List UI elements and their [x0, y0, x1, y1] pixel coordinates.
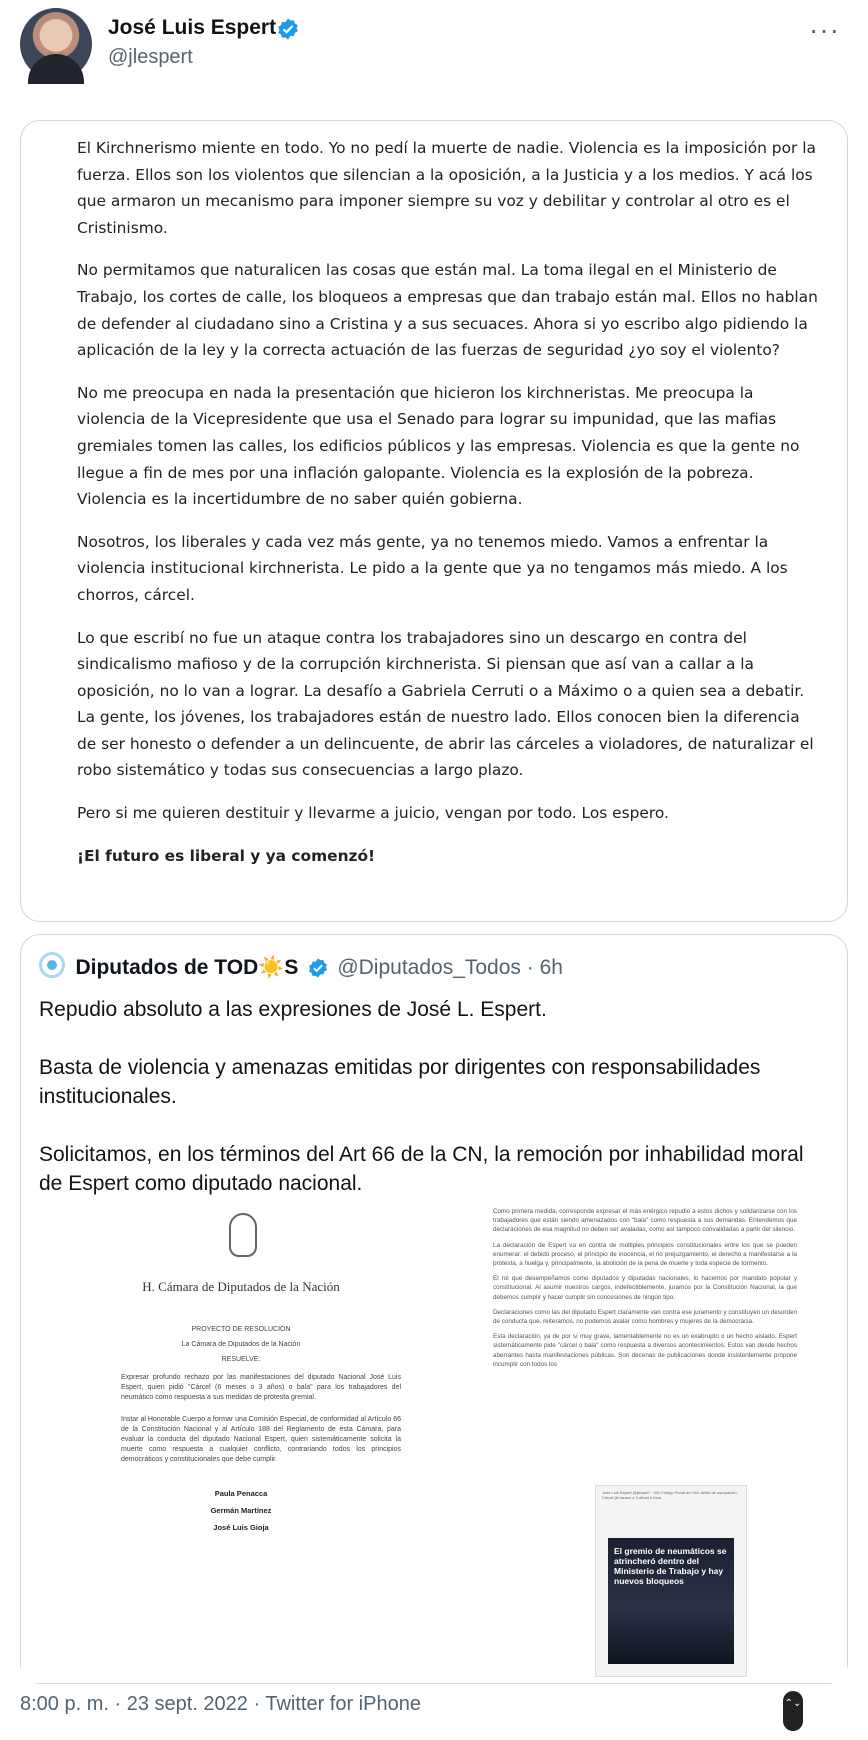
quoted-handle-time[interactable]: @Diputados_Todos · 6h [337, 956, 563, 979]
quoted-paragraph: Basta de violencia y amenazas emitidas por dirigentes con responsabilidades institucionales. [39, 1056, 761, 1108]
doc-heading: RESUELVE: [221, 1356, 261, 1363]
doc-body: Expresar profundo rechazo por las manifestaciones del diputado Nacional José Luis Espert, quien pidió "Cárcel (6 meses o 3 años) o bala" para los trabajadores del neumático como respuesta a sus medidas de protesta gremial. [121, 1374, 401, 1401]
doc-heading: PROYECTO DE RESOLUCIÓN [191, 1326, 291, 1333]
letter-text [77, 135, 823, 885]
doc2-paragraph: El rol que desempeñamos como diputados y diputadas nacionales, lo hacemos por mandato popular y constitucional. Al asumir nuestros cargos, indefectiblemente, juramos por la Constitución Nacional, la que debemos cumplir y hacer cumplir sin concesiones de ningún tipo. [493, 1275, 797, 1301]
author-handle[interactable]: @jlespert [108, 46, 193, 68]
quoted-text [39, 995, 829, 1227]
doc2-paragraph: Declaraciones como las del diputado Espert claramente van contra ese juramento y constituyen un desorden de conducta que, reiteramos, no podemos avalar como hombres y mujeres de la democracia. [493, 1308, 797, 1326]
doc2-paragraph: Como primera medida, corresponde expresar el más enérgico repudio a estos dichos y solidarizarse con los trabajadores que están siendo amenazados con "bala" como respuesta a sus demandas. Entendemos que declaraciones de esa magnitud no deben ser avaladas, como así tampoco convalidadas a partir del silencio. [493, 1208, 797, 1234]
verified-badge-icon [307, 957, 329, 979]
embedded-tweet-text: José Luis Espert @jlespert · 16h Código Penal art 194: delito de usurpación. Cárcel (6 meses a 3 años) o bala. [602, 1490, 738, 1500]
letter-paragraph: No me preocupa en nada la presentación que hicieron los kirchneristas. Me preocupa la violencia de la Vicepresidente que usa el Senado para lograr su impunidad, que las mafias gremiales tomen las calles, los edificios públicos y las empresas. Violencia es que la gente no llegue a fin de mes por una inflación galopante. Violencia es la explosión de la pobreza. Violencia es la incertidumbre de no saber quién gobierna. [77, 383, 800, 509]
letter-paragraph: Nosotros, los liberales y cada vez más gente, ya no tenemos miedo. Vamos a enfrentar la violencia institucional kirchnerista. Le pido a la gente que ya no tengamos más miedo. A los chorros, cárcel. [77, 532, 788, 604]
tweet-meta[interactable]: 8:00 p. m. · 23 sept. 2022 · Twitter for iPhone [20, 1693, 421, 1715]
fundamentals-page [493, 1207, 797, 1375]
quoted-paragraph: Repudio absoluto a las expresiones de José L. Espert. [39, 998, 547, 1021]
quoted-author-name[interactable]: Diputados de TOD☀️S [75, 956, 299, 979]
resolution-page [91, 1203, 401, 1583]
letter-paragraph: No permitamos que naturalicen las cosas que están mal. La toma ilegal en el Ministerio de Trabajo, los cortes de calle, los bloqueos a empresas que dan trabajo están mal. Ellos no hablan de defender al ciudadano sino a Cristina y a sus secuaces. Ahora si yo escribo algo pidiendo la aplicación de la ley y la correcta actuación de las fuerzas de seguridad ¿yo soy el violento? [77, 261, 818, 360]
signer: Germán Martínez [210, 1506, 272, 1515]
author-name[interactable]: José Luis Espert [108, 16, 277, 39]
quoted-avatar[interactable] [39, 952, 65, 978]
coat-of-arms-icon [229, 1213, 257, 1257]
scroll-control-icon[interactable]: ⌃⌄ [783, 1691, 803, 1731]
doc-heading: La Cámara de Diputados de la Nación [181, 1341, 301, 1348]
doc2-paragraph: La declaración de Espert va en contra de múltiples principios constitucionales entre los que se pueden enumerar: el debido proceso, el principio de inocencia, el no prejuzgamiento, el derecho a manifestarse a la protesta, a huelga y, principalmente, la abolición de la pena de muerte y toda especie de tormento. [493, 1241, 797, 1268]
chamber-title: H. Cámara de Diputados de la Nación [142, 1279, 340, 1294]
embedded-tweet-screenshot [595, 1485, 747, 1677]
doc2-paragraph: Esta declaración, ya de por sí muy grave, lamentablemente no es un exabrupto o un hecho aislado. Espert sistemáticamente pide "cárcel o bala" como respuesta a diversos acontecimientos. Estos van desde hechos aberrantes hasta manifestaciones públicas. Son decenas de publicaciones donde insistentemente propone incumplir con todos los [493, 1333, 797, 1368]
embedded-news-image [608, 1538, 734, 1664]
tweet-image-letter[interactable] [20, 120, 848, 922]
quoted-tweet-header [39, 955, 563, 985]
avatar[interactable] [20, 8, 92, 80]
doc-body: Instar al Honorable Cuerpo a formar una Comisión Especial, de conformidad al Artículo 66 de la Constitución Nacional y al Artículo 188 del Reglamento de esta Cámara, para evaluar la conducta del diputado Nacional Espert, quien sistemáticamente solicita la muerte como respuesta a cualquier conflicto, contrariando todos los principios democráticos y constitucionales que debe cumplir. [121, 1416, 401, 1463]
tweet-header [20, 8, 848, 80]
signer: Paula Penacca [214, 1489, 268, 1498]
letter-paragraph: El Kirchnerismo miente en todo. Yo no pedí la muerte de nadie. Violencia es la imposición por la fuerza. Ellos son los violentos que silencian a la oposición, a la Justicia y a los medios. Y acá los que armaron un mecanismo para imponer siempre su voz y debilitar y controlar al otro es el Cristinismo. [77, 139, 816, 237]
letter-closing: ¡El futuro es liberal y ya comenzó! [77, 846, 376, 865]
signers-list [91, 1485, 391, 1536]
embedded-news-headline: El gremio de neumáticos se atrincheró dentro del Ministerio de Trabajo y hay nuevos bloqueos [614, 1546, 727, 1586]
signer: José Luis Gioja [213, 1523, 269, 1532]
quoted-paragraph: Solicitamos, en los términos del Art 66 de la CN, la remoción por inhabilidad moral de Espert como diputado nacional. [39, 1143, 804, 1195]
more-options-icon[interactable]: ··· [809, 14, 840, 45]
verified-badge-icon [276, 17, 300, 41]
letter-paragraph: Lo que escribí no fue un ataque contra los trabajadores sino un descargo en contra del sindicalismo mafioso y de la corrupción kirchnerista. Si piensan que así van a callar a la oposición, no lo van a lograr. La desafío a Gabriela Cerruti o a Máximo o a quien sea a debatir. La gente, los jóvenes, los trabajadores están de nuestro lado. Ellos conocen bien la diferencia de ser honesto o defender a un delincuente, de abrir las cárceles a violadores, de naturalizar el robo sistemático y todas sus consecuencias a largo plazo. [77, 628, 814, 780]
letter-paragraph: Pero si me quieren destituir y llevarme a juicio, vengan por todo. Los espero. [77, 804, 669, 823]
